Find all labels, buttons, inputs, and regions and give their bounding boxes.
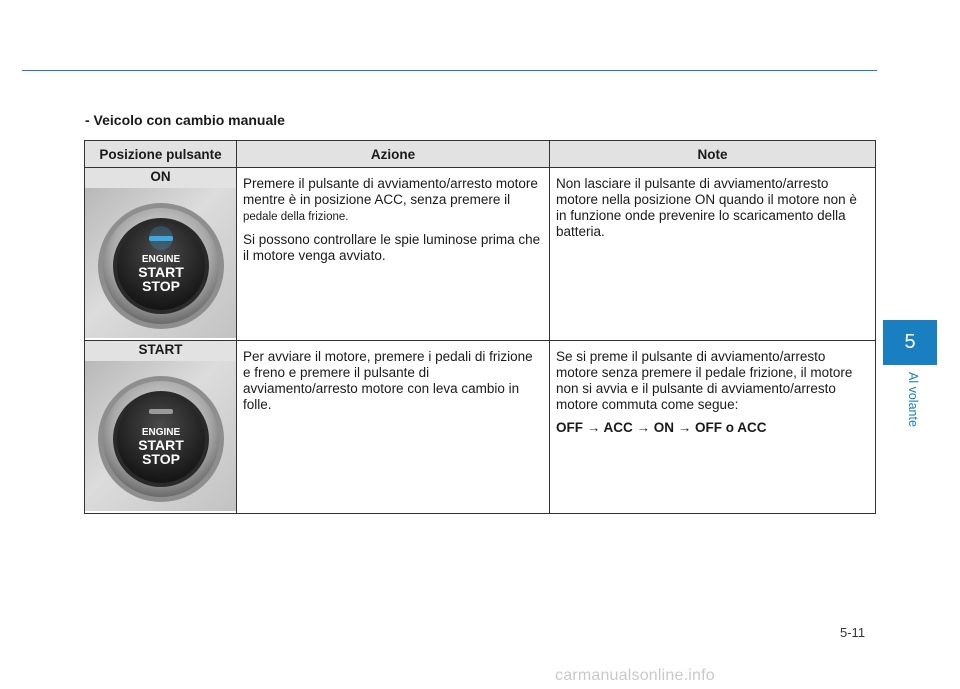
- action-cell: [237, 341, 550, 514]
- indicator-unlit: [149, 409, 173, 414]
- note-cell: [550, 168, 876, 341]
- button-text-engine: ENGINE: [141, 427, 181, 438]
- manual-table: [84, 140, 876, 514]
- button-text-start: START: [138, 264, 184, 280]
- position-label: ON: [85, 168, 236, 188]
- button-text-stop: STOP: [142, 278, 180, 294]
- section-title: - Veicolo con cambio manuale: [85, 112, 285, 128]
- chapter-tab[interactable]: 5: [883, 320, 937, 365]
- engine-start-stop-button-icon: [85, 361, 236, 511]
- table-row: [85, 168, 876, 341]
- button-text-start: START: [138, 437, 184, 453]
- position-cell: [85, 341, 237, 514]
- note-paragraph: Non lasciare il pulsante di avviamento/arresto motore nella posizione ON quando il motore non è in funzione onde prevenire lo scaricamento della batteria.: [556, 176, 857, 239]
- header-action: Azione: [237, 141, 550, 168]
- table-header-row: [85, 141, 876, 168]
- position-label: START: [85, 341, 236, 361]
- engine-button-on-image: [85, 188, 236, 338]
- engine-button-start-image: [85, 361, 236, 511]
- action-paragraph: Per avviare il motore, premere i pedali di frizione e freno e premere il pulsante di avviamento/arresto motore con leva cambio in folle.: [243, 349, 533, 412]
- note-sequence: OFF → ACC → ON → OFF o ACC: [556, 420, 767, 435]
- note-cell: [550, 341, 876, 514]
- engine-start-stop-button-icon: [85, 188, 236, 338]
- top-rule: [22, 70, 877, 71]
- watermark: carmanualsonline.info: [555, 667, 715, 684]
- table-row: [85, 341, 876, 514]
- chapter-label: Al volante: [906, 372, 920, 427]
- note-paragraph: Se si preme il pulsante di avviamento/arresto motore senza premere il pedale frizione, il motore non si avvia e il pulsante di avviamento/arresto motore commuta come segue:: [556, 349, 853, 412]
- button-text-stop: STOP: [142, 451, 180, 467]
- button-text-engine: ENGINE: [141, 254, 181, 265]
- header-position: Posizione pulsante: [85, 141, 237, 168]
- page-number: 5-11: [840, 625, 866, 640]
- action-paragraph: Premere il pulsante di avviamento/arresto motore mentre è in posizione ACC, senza premere il pedale della frizione.: [243, 176, 538, 223]
- header-note: Note: [550, 141, 876, 168]
- action-cell: [237, 168, 550, 341]
- position-cell: [85, 168, 237, 341]
- action-paragraph: Si possono controllare le spie luminose prima che il motore venga avviato.: [243, 232, 541, 263]
